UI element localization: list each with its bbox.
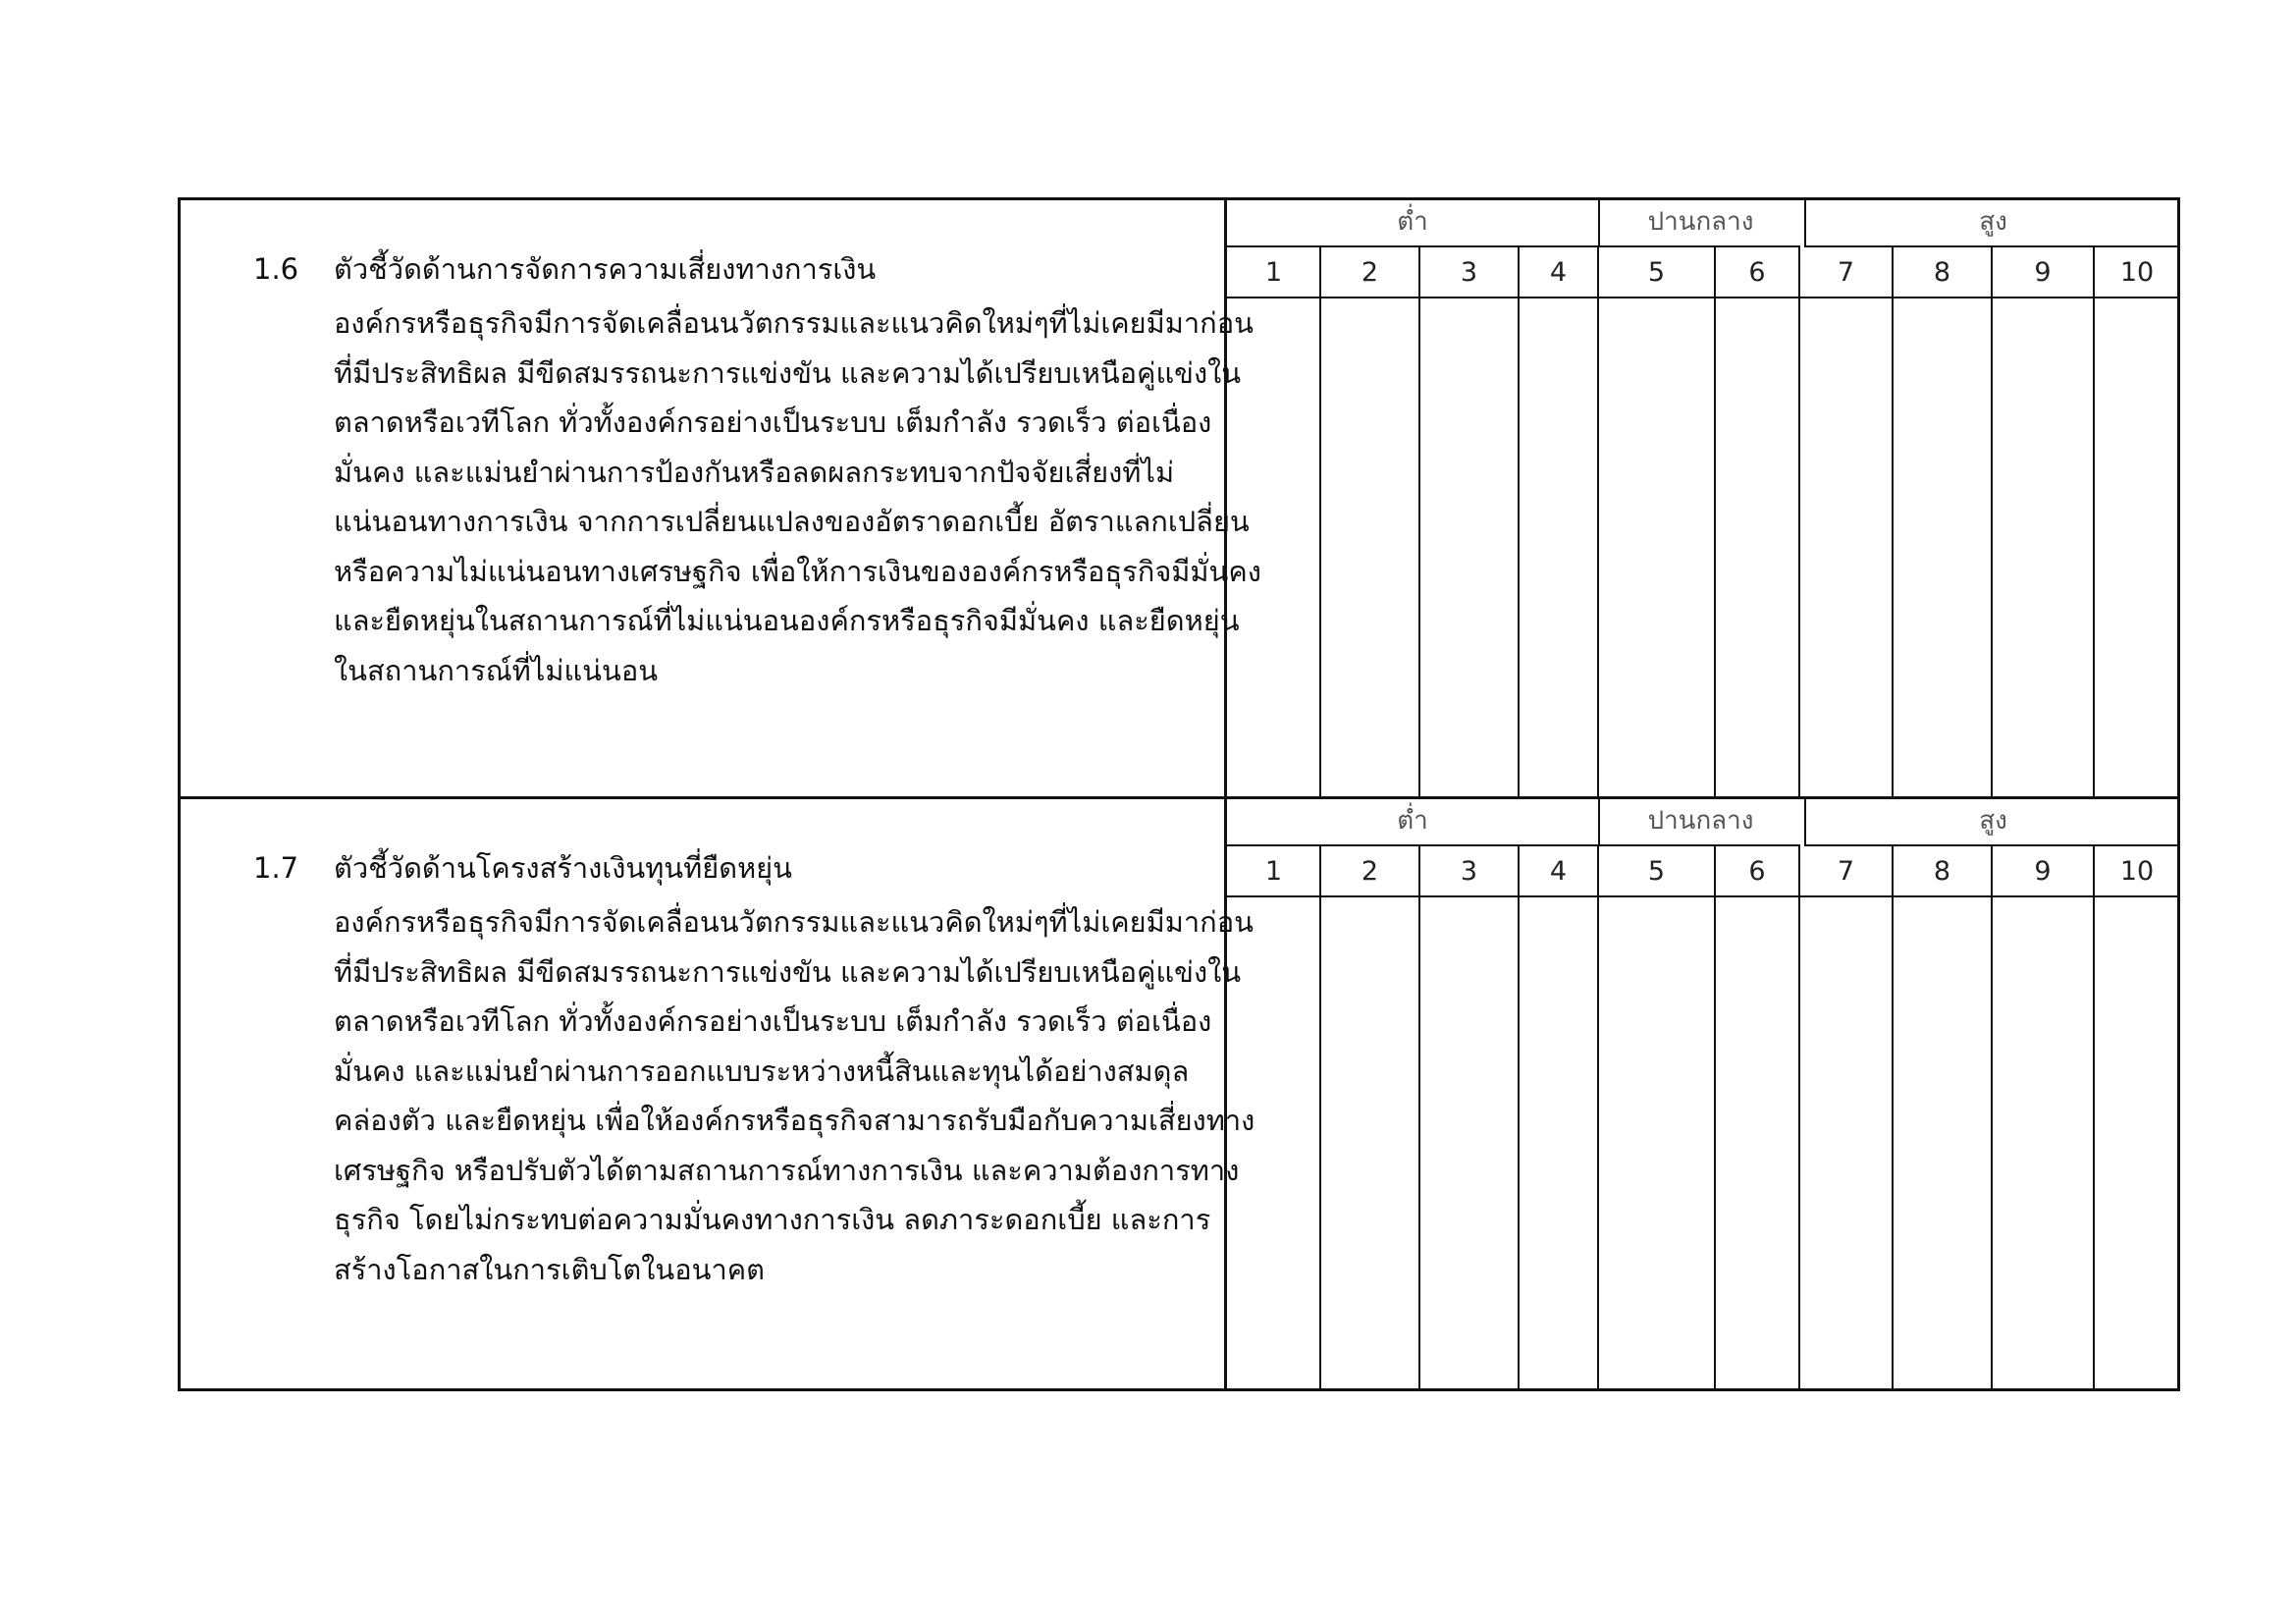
body-line: เศรษฐกิจ หรือปรับตัวได้ตามสถานการณ์ทางการเงิน และความต้องการทาง xyxy=(334,1153,1240,1187)
indicator-description xyxy=(181,200,1261,796)
body-line: หรือความไม่แน่นอนทางเศรษฐกิจ เพื่อให้การเงินขององค์กรหรือธุรกิจมีมั่นคง xyxy=(334,554,1261,588)
body-line: ธุรกิจ โดยไม่กระทบต่อความมั่นคงทางการเงิน ลดภาระดอกเบี้ย และการ xyxy=(334,1203,1211,1236)
score-cell-8[interactable]: 8 xyxy=(1933,257,1951,288)
score-cell-2[interactable]: 2 xyxy=(1361,257,1379,288)
score-cell-7[interactable]: 7 xyxy=(1837,257,1855,288)
band-low-label: ต่ำ xyxy=(1227,799,1598,846)
rating-grid xyxy=(1227,799,2180,1391)
band-mid-text: ปานกลาง xyxy=(1647,207,1754,237)
band-high-label: สูง xyxy=(1804,200,2180,247)
body-line: องค์กรหรือธุรกิจมีการจัดเคลื่อนนวัตกรรมและแนวคิดใหม่ๆที่ไม่เคยมีมาก่อน xyxy=(334,306,1254,340)
score-cell-10[interactable]: 10 xyxy=(2119,257,2155,288)
band-mid-text: ปานกลาง xyxy=(1647,806,1754,836)
band-mid-label xyxy=(1598,200,1801,247)
indicator-section-1-6 xyxy=(181,200,2177,796)
indicator-title: ตัวชี้วัดด้านโครงสร้างเงินทุนที่ยืดหยุ่น xyxy=(334,851,793,885)
body-line: องค์กรหรือธุรกิจมีการจัดเคลื่อนนวัตกรรมและแนวคิดใหม่ๆที่ไม่เคยมีมาก่อน xyxy=(334,905,1254,939)
indicator-number: 1.6 xyxy=(253,252,299,286)
score-cell-9[interactable]: 9 xyxy=(2034,856,2052,887)
rating-grid xyxy=(1227,200,2180,796)
body-line: ตลาดหรือเวทีโลก ทั่วทั้งองค์กรอย่างเป็นระบบ เต็มกำลัง รวดเร็ว ต่อเนื่อง xyxy=(334,1004,1212,1038)
body-line: ในสถานการณ์ที่ไม่แน่นอน xyxy=(334,653,659,687)
indicator-section-1-7 xyxy=(181,796,2177,1391)
band-mid-label xyxy=(1598,799,1801,846)
indicator-body xyxy=(334,897,1255,1294)
indicator-title: ตัวชี้วัดด้านการจัดการความเสี่ยงทางการเงิน xyxy=(334,252,877,286)
score-cell-3[interactable]: 3 xyxy=(1460,257,1478,288)
band-low-label: ต่ำ xyxy=(1227,200,1598,247)
score-cell-7[interactable]: 7 xyxy=(1837,856,1855,887)
body-line: ที่มีประสิทธิผล มีขีดสมรรถนะการแข่งขัน และความได้เปรียบเหนือคู่แข่งใน xyxy=(334,954,1242,989)
score-cell-4[interactable]: 4 xyxy=(1549,856,1568,887)
score-cell-1[interactable]: 1 xyxy=(1264,856,1283,887)
score-cell-3[interactable]: 3 xyxy=(1460,856,1478,887)
body-line: ที่มีประสิทธิผล มีขีดสมรรถนะการแข่งขัน และความได้เปรียบเหนือคู่แข่งใน xyxy=(334,355,1242,390)
score-cell-2[interactable]: 2 xyxy=(1361,856,1379,887)
indicator-number: 1.7 xyxy=(253,851,299,885)
body-line: แน่นอนทางการเงิน จากการเปลี่ยนแปลงของอัตราดอกเบี้ย อัตราแลกเปลี่ยน xyxy=(334,505,1250,538)
score-cell-5[interactable]: 5 xyxy=(1647,856,1666,887)
indicator-body xyxy=(334,298,1261,695)
body-line: และยืดหยุ่นในสถานการณ์ที่ไม่แน่นอนองค์กรหรือธุรกิจมีมั่นคง และยืดหยุ่น xyxy=(334,604,1240,637)
body-line: มั่นคง และแม่นยำผ่านการออกแบบระหว่างหนี้สินและทุนได้อย่างสมดุล xyxy=(334,1054,1190,1088)
indicator-description xyxy=(181,799,1255,1391)
score-cell-10[interactable]: 10 xyxy=(2119,856,2155,887)
band-high-label: สูง xyxy=(1804,799,2180,846)
score-cell-1[interactable]: 1 xyxy=(1264,257,1283,288)
body-line: มั่นคง และแม่นยำผ่านการป้องกันหรือลดผลกระทบจากปัจจัยเสี่ยงที่ไม่ xyxy=(334,455,1175,489)
score-cell-5[interactable]: 5 xyxy=(1647,257,1666,288)
score-cell-8[interactable]: 8 xyxy=(1933,856,1951,887)
body-line: ตลาดหรือเวทีโลก ทั่วทั้งองค์กรอย่างเป็นระบบ เต็มกำลัง รวดเร็ว ต่อเนื่อง xyxy=(334,406,1212,439)
body-line: สร้างโอกาสในการเติบโตในอนาคต xyxy=(334,1252,765,1286)
body-line: คล่องตัว และยืดหยุ่น เพื่อให้องค์กรหรือธุรกิจสามารถรับมือกับความเสี่ยงทาง xyxy=(334,1104,1255,1137)
score-cell-6[interactable]: 6 xyxy=(1748,856,1766,887)
score-cell-9[interactable]: 9 xyxy=(2034,257,2052,288)
rating-form xyxy=(178,197,2180,1391)
score-cell-6[interactable]: 6 xyxy=(1748,257,1766,288)
score-cell-4[interactable]: 4 xyxy=(1549,257,1568,288)
